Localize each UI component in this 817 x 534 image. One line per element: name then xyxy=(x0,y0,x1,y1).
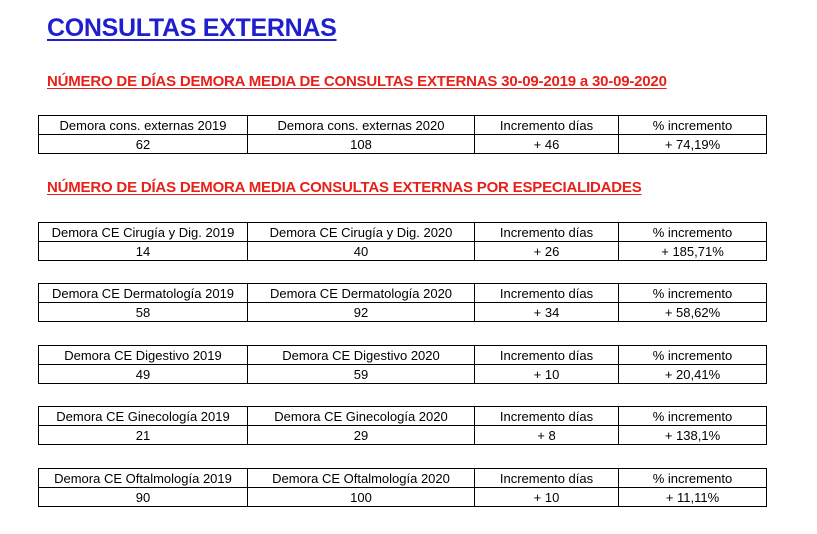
table-header-row xyxy=(39,346,767,365)
table-row xyxy=(39,365,767,384)
value-cell: 58 xyxy=(39,303,248,322)
header-cell: Incremento días xyxy=(475,469,619,488)
header-cell: Demora CE Ginecología 2020 xyxy=(248,407,475,426)
header-cell: Demora CE Ginecología 2019 xyxy=(39,407,248,426)
value-cell: + 26 xyxy=(475,242,619,261)
header-cell: Demora CE Dermatología 2020 xyxy=(248,284,475,303)
header-cell: Demora CE Cirugía y Dig. 2020 xyxy=(248,223,475,242)
page-title: CONSULTAS EXTERNAS xyxy=(47,14,337,42)
table-header-row xyxy=(39,284,767,303)
value-cell: 62 xyxy=(39,135,248,154)
table-header-row xyxy=(39,469,767,488)
value-cell: 92 xyxy=(248,303,475,322)
header-cell: % incremento xyxy=(619,284,767,303)
value-cell: 100 xyxy=(248,488,475,507)
value-cell: + 185,71% xyxy=(619,242,767,261)
value-cell: + 10 xyxy=(475,488,619,507)
table-header-row xyxy=(39,116,767,135)
header-cell: % incremento xyxy=(619,346,767,365)
header-cell: Incremento días xyxy=(475,407,619,426)
specialty-table-ginecologia xyxy=(38,406,767,445)
table-row xyxy=(39,135,767,154)
specialty-table-digestivo xyxy=(38,345,767,384)
value-cell: 49 xyxy=(39,365,248,384)
header-cell: Demora CE Oftalmología 2019 xyxy=(39,469,248,488)
table-row xyxy=(39,426,767,445)
value-cell: + 34 xyxy=(475,303,619,322)
value-cell: + 46 xyxy=(475,135,619,154)
value-cell: 21 xyxy=(39,426,248,445)
header-cell: % incremento xyxy=(619,469,767,488)
header-cell: Incremento días xyxy=(475,284,619,303)
header-cell: % incremento xyxy=(619,223,767,242)
header-cell: Incremento días xyxy=(475,346,619,365)
value-cell: + 58,62% xyxy=(619,303,767,322)
specialty-table-dermatologia xyxy=(38,283,767,322)
header-cell: Demora CE Digestivo 2020 xyxy=(248,346,475,365)
value-cell: 108 xyxy=(248,135,475,154)
table-row xyxy=(39,303,767,322)
header-cell: Demora CE Digestivo 2019 xyxy=(39,346,248,365)
value-cell: + 11,11% xyxy=(619,488,767,507)
value-cell: 59 xyxy=(248,365,475,384)
value-cell: 90 xyxy=(39,488,248,507)
table-row xyxy=(39,242,767,261)
header-cell: Demora CE Oftalmología 2020 xyxy=(248,469,475,488)
value-cell: 14 xyxy=(39,242,248,261)
general-delay-table xyxy=(38,115,767,154)
value-cell: 29 xyxy=(248,426,475,445)
value-cell: 40 xyxy=(248,242,475,261)
header-cell: Demora CE Dermatología 2019 xyxy=(39,284,248,303)
table-row xyxy=(39,488,767,507)
table-header-row xyxy=(39,223,767,242)
value-cell: + 20,41% xyxy=(619,365,767,384)
specialty-table-cirugia xyxy=(38,222,767,261)
header-cell: Demora cons. externas 2020 xyxy=(248,116,475,135)
header-cell: Demora cons. externas 2019 xyxy=(39,116,248,135)
value-cell: + 138,1% xyxy=(619,426,767,445)
section-title-specialties: NÚMERO DE DÍAS DEMORA MEDIA CONSULTAS EXTERNAS POR ESPECIALIDADES xyxy=(47,179,642,196)
specialty-table-oftalmologia xyxy=(38,468,767,507)
header-cell: % incremento xyxy=(619,116,767,135)
header-cell: Incremento días xyxy=(475,223,619,242)
value-cell: + 8 xyxy=(475,426,619,445)
header-cell: Incremento días xyxy=(475,116,619,135)
value-cell: + 74,19% xyxy=(619,135,767,154)
header-cell: % incremento xyxy=(619,407,767,426)
table-header-row xyxy=(39,407,767,426)
value-cell: + 10 xyxy=(475,365,619,384)
header-cell: Demora CE Cirugía y Dig. 2019 xyxy=(39,223,248,242)
section-title-general: NÚMERO DE DÍAS DEMORA MEDIA DE CONSULTAS EXTERNAS 30-09-2019 a 30-09-2020 xyxy=(47,73,667,90)
